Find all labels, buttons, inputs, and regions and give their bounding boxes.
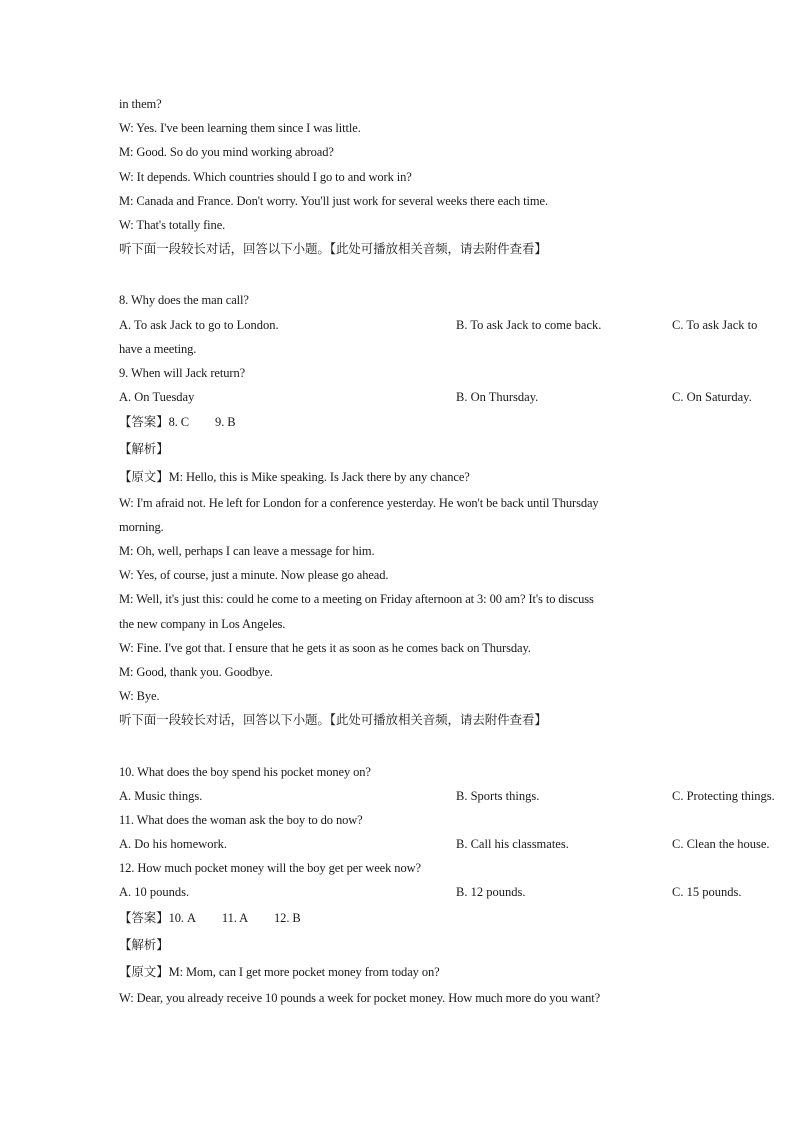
- option-8c: C. To ask Jack to: [672, 318, 758, 332]
- option-11b: B. Call his classmates.: [456, 837, 569, 851]
- options-row-9: [119, 389, 794, 405]
- dialogue-line: M: Canada and France. Don't worry. You'll just work for several weeks there each time.: [119, 194, 549, 208]
- transcript-line: M: Well, it's just this: could he come to a meeting on Friday afternoon at 3: 00 am? It's to discuss: [119, 592, 594, 606]
- option-9b: B. On Thursday.: [456, 390, 539, 404]
- original-label: 【原文】: [119, 469, 169, 484]
- transcript-line: W: Bye.: [119, 689, 160, 703]
- option-10a: A. Music things.: [119, 789, 203, 803]
- question-8: 8. Why does the man call?: [119, 293, 249, 307]
- option-10b: B. Sports things.: [456, 789, 540, 803]
- transcript-line: the new company in Los Angeles.: [119, 617, 286, 631]
- question-12: 12. How much pocket money will the boy get per week now?: [119, 861, 421, 875]
- option-9c: C. On Saturday.: [672, 390, 752, 404]
- question-10: 10. What does the boy spend his pocket money on?: [119, 765, 371, 779]
- option-12a: A. 10 pounds.: [119, 885, 190, 899]
- transcript-line: W: Dear, you already receive 10 pounds a week for pocket money. How much more do you want?: [119, 991, 601, 1005]
- transcript-line: W: Fine. I've got that. I ensure that he gets it as soon as he comes back on Thursday.: [119, 641, 531, 655]
- analysis-label: 【解析】: [119, 937, 169, 952]
- analysis-label: 【解析】: [119, 441, 169, 456]
- answer-label: 【答案】: [119, 910, 169, 925]
- question-9: 9. When will Jack return?: [119, 366, 246, 380]
- dialogue-line: W: That's totally fine.: [119, 218, 226, 232]
- listening-instruction: 听下面一段较长对话，回答以下小题。【此处可播放相关音频，请去附件查看】: [119, 241, 547, 256]
- answer-value: 11. A: [221, 911, 249, 925]
- transcript-line: W: I'm afraid not. He left for London for a conference yesterday. He won't be back until Thursday: [119, 496, 599, 510]
- options-row-10: [119, 788, 794, 804]
- dialogue-line: W: It depends. Which countries should I go to and work in?: [119, 170, 412, 184]
- option-10c: C. Protecting things.: [672, 789, 775, 803]
- transcript-line: M: Mom, can I get more pocket money from today on?: [168, 965, 440, 979]
- answer-value: 10. A: [168, 911, 196, 925]
- answer-value: 8. C: [168, 415, 190, 429]
- option-11a: A. Do his homework.: [119, 837, 227, 851]
- answer-line-2: [119, 910, 301, 926]
- dialogue-line: W: Yes. I've been learning them since I was little.: [119, 121, 361, 135]
- transcript-first-line: [119, 964, 440, 980]
- options-row-8: [119, 317, 794, 333]
- transcript-line: M: Good, thank you. Goodbye.: [119, 665, 273, 679]
- option-9a: A. On Tuesday: [119, 390, 195, 404]
- transcript-first-line: [119, 469, 470, 485]
- listening-instruction: 听下面一段较长对话，回答以下小题。【此处可播放相关音频，请去附件查看】: [119, 712, 547, 727]
- answer-value: 12. B: [274, 911, 301, 925]
- transcript-line: morning.: [119, 520, 164, 534]
- option-11c: C. Clean the house.: [672, 837, 770, 851]
- option-8a: A. To ask Jack to go to London.: [119, 318, 279, 332]
- option-8b: B. To ask Jack to come back.: [456, 318, 602, 332]
- dialogue-line: M: Good. So do you mind working abroad?: [119, 145, 334, 159]
- option-8c-continued: have a meeting.: [119, 342, 197, 356]
- option-12b: B. 12 pounds.: [456, 885, 526, 899]
- answer-label: 【答案】: [119, 414, 169, 429]
- dialogue-line: in them?: [119, 97, 162, 111]
- answer-line-1: [119, 414, 235, 430]
- original-label: 【原文】: [119, 964, 169, 979]
- transcript-line: W: Yes, of course, just a minute. Now please go ahead.: [119, 568, 389, 582]
- options-row-12: [119, 884, 794, 900]
- answer-value: 9. B: [215, 415, 236, 429]
- transcript-line: M: Oh, well, perhaps I can leave a message for him.: [119, 544, 375, 558]
- transcript-line: M: Hello, this is Mike speaking. Is Jack there by any chance?: [168, 470, 470, 484]
- question-11: 11. What does the woman ask the boy to do now?: [119, 813, 363, 827]
- option-12c: C. 15 pounds.: [672, 885, 742, 899]
- options-row-11: [119, 836, 794, 852]
